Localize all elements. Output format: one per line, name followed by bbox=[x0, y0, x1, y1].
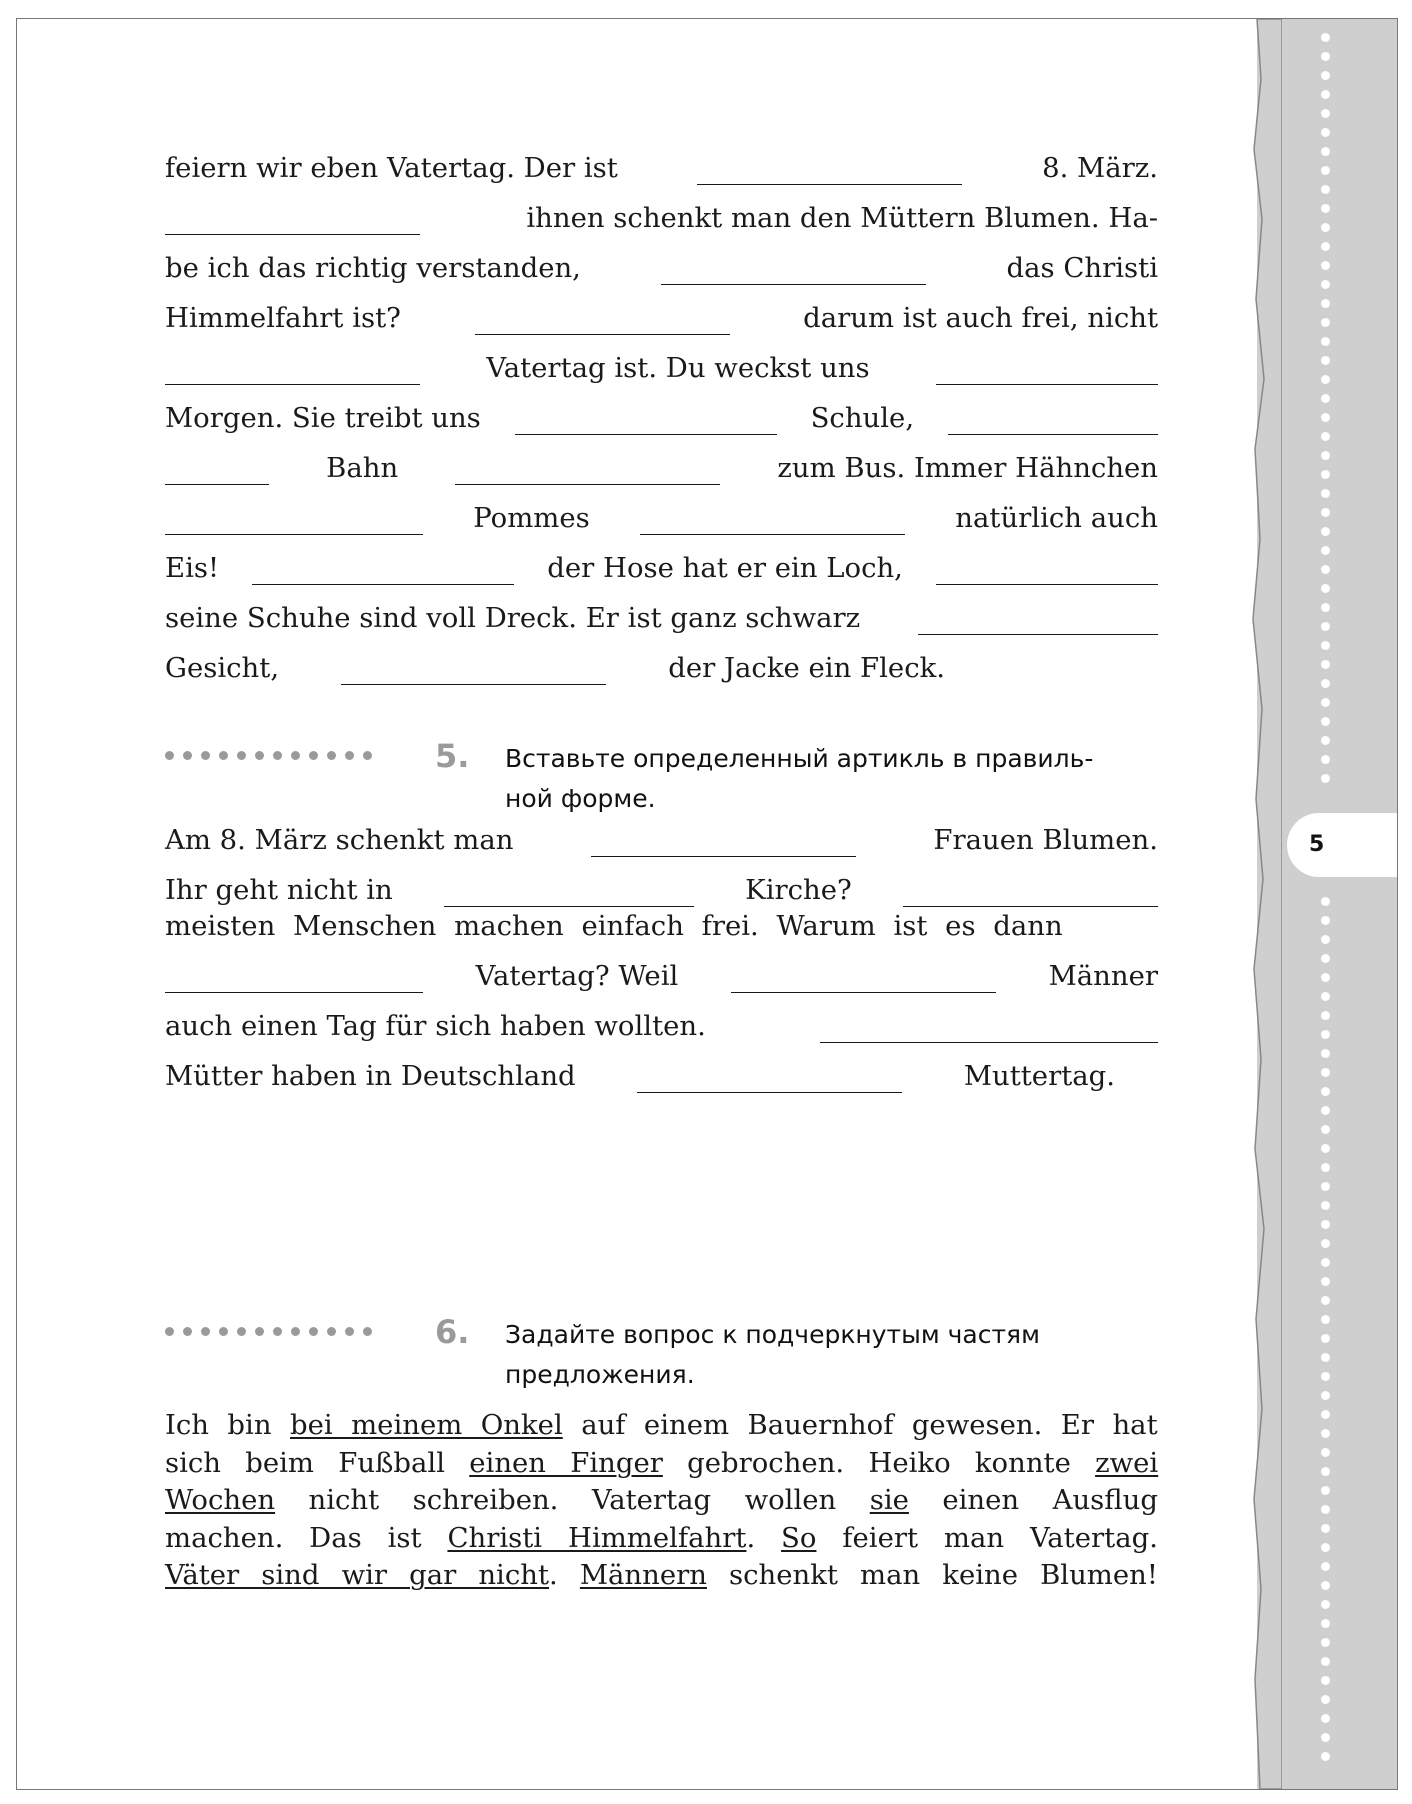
text-line: auch einen Tag für sich haben wollten. bbox=[165, 1009, 1158, 1043]
fill-blank[interactable] bbox=[936, 362, 1158, 385]
binding-dot bbox=[1321, 1543, 1330, 1552]
binding-dot bbox=[1321, 1068, 1330, 1077]
binding-dot bbox=[1321, 1505, 1330, 1514]
binding-dot bbox=[1321, 413, 1330, 422]
fill-blank[interactable] bbox=[165, 462, 269, 485]
header-dots bbox=[165, 1327, 372, 1336]
text-line: sich beim Fußball einen Finger gebrochen. Heiko konnte zwei bbox=[165, 1446, 1159, 1479]
binding-dot bbox=[1321, 935, 1330, 944]
binding-dot bbox=[1321, 1334, 1330, 1343]
binding-dot bbox=[1321, 71, 1330, 80]
header-dots bbox=[165, 751, 372, 760]
fill-blank[interactable] bbox=[475, 312, 730, 335]
underlined-part: einen Finger bbox=[469, 1446, 663, 1479]
binding-dot bbox=[1321, 204, 1330, 213]
binding-dot bbox=[1321, 223, 1330, 232]
binding-dot bbox=[1321, 356, 1330, 365]
binding-dot bbox=[1321, 916, 1330, 925]
binding-dot bbox=[1321, 698, 1330, 707]
torn-edge bbox=[1242, 19, 1282, 1789]
binding-dot bbox=[1321, 1201, 1330, 1210]
text-line: Väter sind wir gar nicht. Männern schenkt man keine Blumen! bbox=[165, 1559, 1158, 1591]
binding-dot bbox=[1321, 280, 1330, 289]
underlined-part: Christi Himmelfahrt bbox=[447, 1521, 747, 1554]
binding-dot bbox=[1321, 185, 1330, 194]
underlined-part: bei meinem Onkel bbox=[289, 1409, 563, 1441]
text-line: Mütter haben in Deutschland Muttertag. bbox=[165, 1060, 1116, 1092]
binding-dot bbox=[1321, 1277, 1330, 1286]
fill-blank[interactable] bbox=[444, 884, 694, 907]
text-line: machen. Das ist Christi Himmelfahrt. So feiert man Vatertag. bbox=[165, 1521, 1158, 1554]
binding-dot bbox=[1321, 1429, 1330, 1438]
binding-dot bbox=[1321, 52, 1330, 61]
fill-blank[interactable] bbox=[165, 512, 423, 535]
binding-dot bbox=[1321, 973, 1330, 982]
binding-dot bbox=[1321, 128, 1330, 137]
binding-dot bbox=[1321, 1448, 1330, 1457]
binding-dot bbox=[1321, 1239, 1330, 1248]
binding-dot bbox=[1321, 1733, 1330, 1742]
binding-dot bbox=[1321, 1562, 1330, 1571]
text-line: Ihr geht nicht in Kirche? bbox=[165, 873, 1158, 907]
binding-dot bbox=[1321, 736, 1330, 745]
binding-dot bbox=[1321, 1752, 1330, 1761]
binding-dot bbox=[1321, 954, 1330, 963]
binding-dot bbox=[1321, 1581, 1330, 1590]
binding-dot bbox=[1321, 1106, 1330, 1115]
fill-blank[interactable] bbox=[165, 970, 423, 993]
binding-dot bbox=[1321, 299, 1330, 308]
binding-dot bbox=[1321, 1695, 1330, 1704]
binding-dot bbox=[1321, 1144, 1330, 1153]
exercise-6-text bbox=[165, 1407, 1158, 1595]
underlined-part: Männern bbox=[579, 1559, 707, 1591]
binding-dots-top bbox=[1320, 33, 1330, 783]
binding-dot bbox=[1321, 1524, 1330, 1533]
fill-blank[interactable] bbox=[341, 662, 606, 685]
binding-dot bbox=[1321, 508, 1330, 517]
binding-dot bbox=[1321, 489, 1330, 498]
binding-dot bbox=[1321, 992, 1330, 1001]
text-line: feiern wir eben Vatertag. Der ist 8. März. bbox=[165, 152, 1158, 184]
text-line: Vatertag? Weil Männer bbox=[165, 959, 1158, 993]
text-line: Morgen. Sie treibt uns Schule, bbox=[165, 401, 1158, 435]
text-line: Pommes natürlich auch bbox=[165, 501, 1158, 535]
binding-dot bbox=[1321, 109, 1330, 118]
text-line: be ich das richtig verstanden, das Christi bbox=[165, 252, 1159, 284]
binding-dot bbox=[1321, 337, 1330, 346]
binding-dot bbox=[1321, 1182, 1330, 1191]
binding-dot bbox=[1321, 1163, 1330, 1172]
binding-dot bbox=[1321, 432, 1330, 441]
text-line: Am 8. März schenkt man Frauen Blumen. bbox=[165, 824, 1158, 856]
binding-dot bbox=[1321, 1220, 1330, 1229]
exercise-number: 5. bbox=[435, 737, 470, 775]
fill-blank[interactable] bbox=[936, 562, 1158, 585]
binding-dot bbox=[1321, 1315, 1330, 1324]
fill-blank[interactable] bbox=[918, 612, 1158, 635]
binding-dot bbox=[1321, 375, 1330, 384]
fill-blank[interactable] bbox=[948, 412, 1158, 435]
binding-dot bbox=[1321, 451, 1330, 460]
binding-dot bbox=[1321, 1087, 1330, 1096]
fill-blank[interactable] bbox=[697, 162, 962, 185]
text-line: Himmelfahrt ist? darum ist auch frei, nicht bbox=[165, 302, 1159, 334]
fill-blank[interactable] bbox=[661, 262, 926, 285]
binding-dot bbox=[1321, 1467, 1330, 1476]
exercise-instruction: Задайте вопрос к подчеркнутым частям предложения. bbox=[505, 1320, 1040, 1389]
binding-dot bbox=[1321, 261, 1330, 270]
binding-dot bbox=[1321, 90, 1330, 99]
underlined-part: Väter sind wir gar nicht bbox=[165, 1559, 550, 1591]
binding-dot bbox=[1321, 1125, 1330, 1134]
page-number-tab: 5 bbox=[1287, 813, 1398, 877]
binding-dot bbox=[1321, 470, 1330, 479]
binding-dot bbox=[1321, 1049, 1330, 1058]
binding-dot bbox=[1321, 1030, 1330, 1039]
fill-blank[interactable] bbox=[820, 1020, 1158, 1043]
binding-dot bbox=[1321, 166, 1330, 175]
underlined-part: So bbox=[781, 1521, 817, 1554]
binding-dot bbox=[1321, 1296, 1330, 1305]
fill-blank[interactable] bbox=[731, 970, 996, 993]
binding-dot bbox=[1321, 1657, 1330, 1666]
binding-dot bbox=[1321, 755, 1330, 764]
fill-blank[interactable] bbox=[165, 212, 420, 235]
text-line: Ich bin bei meinem Onkel auf einem Bauernhof gewesen. Er hat bbox=[165, 1409, 1158, 1441]
fill-blank[interactable] bbox=[252, 562, 514, 585]
text-line: ihnen schenkt man den Müttern Blumen. Ha- bbox=[165, 201, 1158, 235]
exercise-instruction: Вставьте определенный артикль в правиль- ной форме. bbox=[505, 744, 1094, 813]
binding-dot bbox=[1321, 1258, 1330, 1267]
binding-dot bbox=[1321, 318, 1330, 327]
text-line: Wochen nicht schreiben. Vatertag wollen sie einen Ausflug bbox=[165, 1484, 1158, 1516]
binding-dot bbox=[1321, 1600, 1330, 1609]
fill-blank[interactable] bbox=[165, 362, 420, 385]
binding-dot bbox=[1321, 584, 1330, 593]
binding-dot bbox=[1321, 1486, 1330, 1495]
fill-blank[interactable] bbox=[637, 1070, 902, 1093]
binding-dots-bottom bbox=[1320, 897, 1330, 1761]
binding-dot bbox=[1321, 641, 1330, 650]
text-line: Vatertag ist. Du weckst uns bbox=[165, 351, 1158, 385]
binding-dot bbox=[1321, 147, 1330, 156]
text-line: meisten Menschen machen einfach frei. Warum ist es dann bbox=[165, 910, 1063, 942]
binding-dot bbox=[1321, 622, 1330, 631]
workbook-page bbox=[16, 18, 1398, 1790]
binding-dot bbox=[1321, 1619, 1330, 1628]
binding-dot bbox=[1321, 1676, 1330, 1685]
binding-dot bbox=[1321, 546, 1330, 555]
underlined-part: sie bbox=[869, 1484, 909, 1516]
binding-dot bbox=[1321, 679, 1330, 688]
binding-dot bbox=[1321, 242, 1330, 251]
exercise-number: 6. bbox=[435, 1313, 470, 1351]
fill-blank[interactable] bbox=[591, 834, 856, 857]
binding-dot bbox=[1321, 603, 1330, 612]
fill-blank[interactable] bbox=[640, 512, 905, 535]
text-line: Eis! der Hose hat er ein Loch, bbox=[165, 551, 1158, 585]
binding-dot bbox=[1321, 774, 1330, 783]
binding-dot bbox=[1321, 33, 1330, 42]
text-line: Gesicht, der Jacke ein Fleck. bbox=[165, 652, 945, 684]
binding-dot bbox=[1321, 394, 1330, 403]
binding-dot bbox=[1321, 1391, 1330, 1400]
binding-dot bbox=[1321, 1011, 1330, 1020]
fill-blank[interactable] bbox=[455, 462, 720, 485]
binding-dot bbox=[1321, 717, 1330, 726]
binding-dot bbox=[1321, 565, 1330, 574]
binding-dot bbox=[1321, 1714, 1330, 1723]
binding-dot bbox=[1321, 1410, 1330, 1419]
text-line: seine Schuhe sind voll Dreck. Er ist ganz schwarz bbox=[165, 601, 1158, 635]
fill-blank[interactable] bbox=[903, 884, 1158, 907]
binding-dot bbox=[1321, 1372, 1330, 1381]
underlined-part: Wochen bbox=[165, 1484, 276, 1516]
text-line: Bahn zum Bus. Immer Hähnchen bbox=[165, 451, 1158, 485]
underlined-part: zwei bbox=[1095, 1446, 1159, 1479]
binding-dot bbox=[1321, 527, 1330, 536]
binding-dot bbox=[1321, 1638, 1330, 1647]
binding-dot bbox=[1321, 1353, 1330, 1362]
fill-blank[interactable] bbox=[515, 412, 777, 435]
binding-dot bbox=[1321, 660, 1330, 669]
binding-dot bbox=[1321, 897, 1330, 906]
